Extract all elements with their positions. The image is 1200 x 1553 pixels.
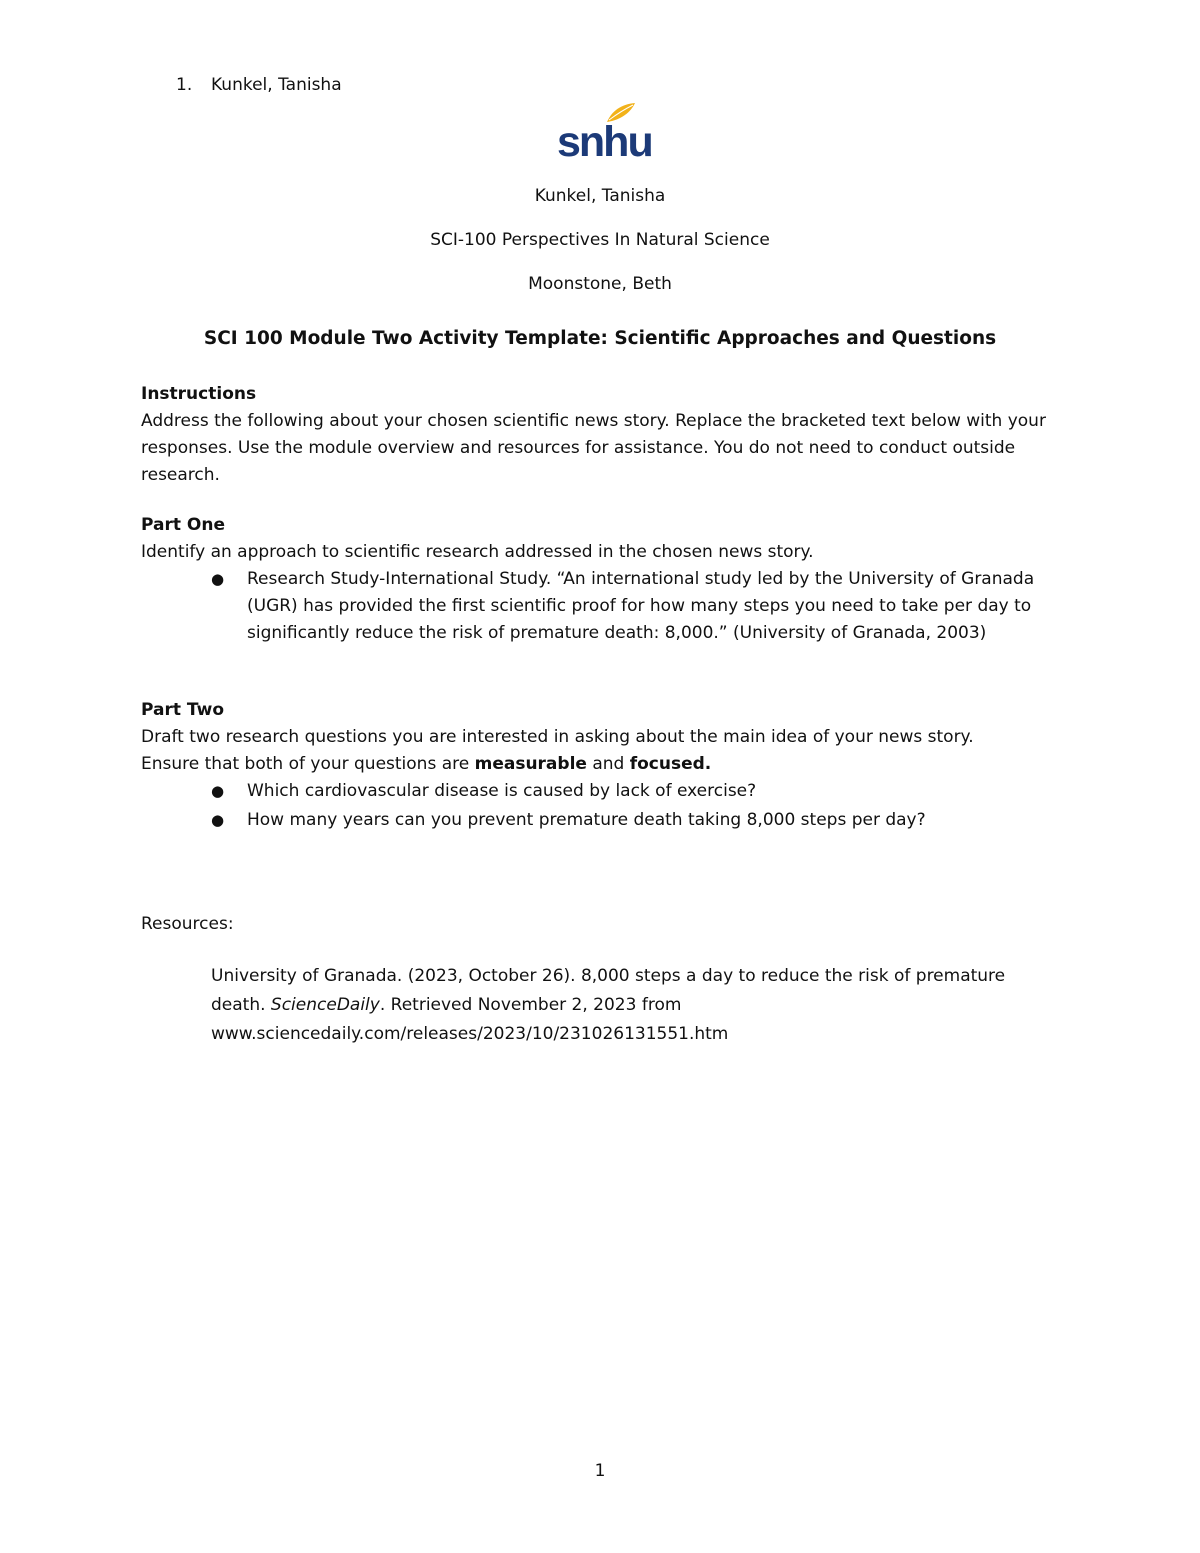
student-name: Kunkel, Tanisha — [534, 186, 666, 206]
list-item — [141, 566, 1071, 647]
reference-entry — [211, 962, 1061, 1049]
part-two-heading: Part Two — [141, 700, 225, 720]
instructions-section — [141, 381, 1071, 489]
emphasis-measurable: measurable — [474, 754, 587, 774]
snhu-logo-graphic — [555, 100, 652, 166]
instructions-text: Address the following about your chosen scientific news story. Replace the bracketed text below with your responses. Use the module overview and resources for assistance. You do not need to conduct outside research. — [141, 411, 1046, 485]
part-one-bullet-list — [141, 566, 1071, 647]
list-item-text: How many years can you prevent premature death taking 8,000 steps per day? — [247, 810, 926, 830]
bullet-icon: ● — [211, 782, 225, 800]
bullet-icon: ● — [211, 811, 225, 829]
instructor-name: Moonstone, Beth — [528, 274, 672, 294]
list-item-text: Which cardiovascular disease is caused by lack of exercise? — [247, 781, 757, 801]
course-name: SCI-100 Perspectives In Natural Science — [430, 230, 770, 250]
page-number: 1 — [594, 1461, 606, 1481]
part-one-section — [141, 512, 1071, 647]
part-two-bullet-list — [141, 778, 1071, 834]
prompt-text: Ensure that both of your questions are — [141, 754, 475, 774]
emphasis-focused: focused. — [629, 754, 712, 774]
list-item — [141, 778, 1071, 805]
reference-journal: ScienceDaily — [270, 995, 380, 1015]
reference-text: University of Granada. (2023, October 26). 8,000 steps a day to reduce the risk of premature death. — [211, 966, 1006, 1015]
part-two-prompt-line2 — [141, 751, 1071, 778]
part-two-prompt-line1: Draft two research questions you are interested in asking about the main idea of your news story. — [141, 727, 974, 747]
logo-wordmark: snhu — [557, 118, 652, 166]
part-one-heading: Part One — [141, 515, 225, 535]
prompt-text: and — [586, 754, 630, 774]
part-one-prompt: Identify an approach to scientific research addressed in the chosen news story. — [141, 542, 814, 562]
list-item-text: Kunkel, Tanisha — [211, 75, 342, 95]
list-item — [141, 807, 1071, 834]
list-number: 1. — [176, 75, 193, 95]
resources-heading: Resources: — [141, 914, 234, 934]
numbered-list-item — [176, 72, 342, 99]
list-item-text: Research Study-International Study. “An international study led by the University of Granada (UGR) has provided the first scientific proof for how many steps you need to take per day to significantly reduce the risk of premature death: 8,000.” (University of Granada, 2003) — [247, 569, 1035, 643]
bullet-icon: ● — [211, 570, 225, 588]
document-title: SCI 100 Module Two Activity Template: Scientific Approaches and Questions — [203, 328, 997, 349]
reference-text: . Retrieved November 2, 2023 from www.sciencedaily.com/releases/2023/10/231026131551.htm — [211, 995, 729, 1044]
snhu-logo — [555, 100, 652, 166]
part-two-section — [141, 697, 1071, 834]
instructions-heading: Instructions — [141, 384, 257, 404]
